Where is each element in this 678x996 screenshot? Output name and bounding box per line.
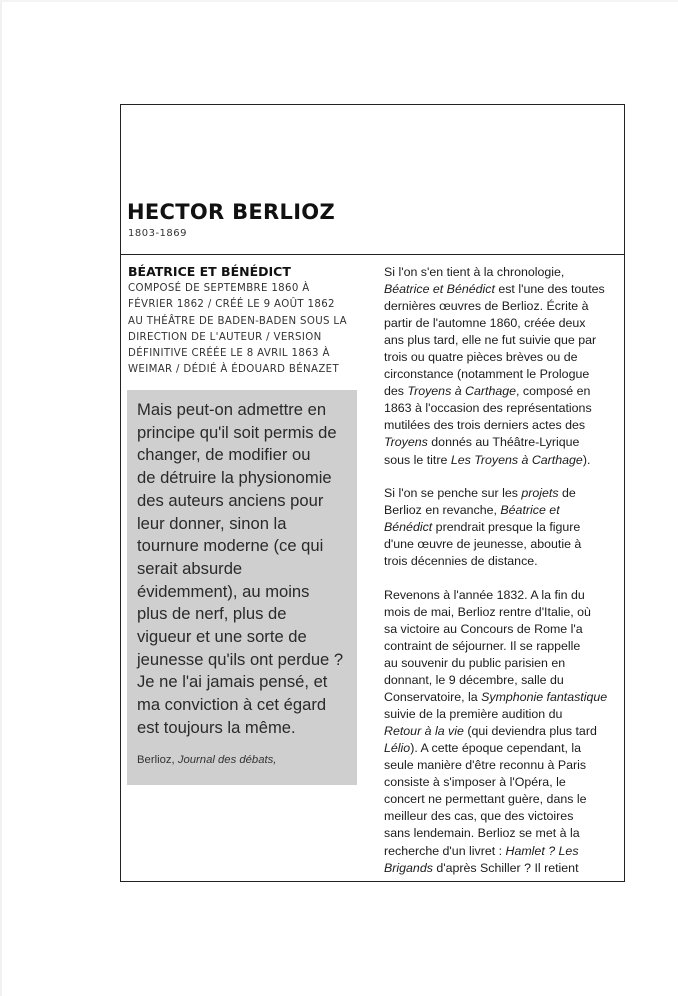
- quote-line: leur donner, sinon la: [137, 513, 287, 533]
- text-run: Les Troyens à Carthage: [450, 452, 583, 467]
- quote-line: des auteurs anciens pour: [137, 490, 324, 510]
- text-run: donnés au Théâtre-Lyrique: [427, 435, 580, 450]
- composer-dates: 1803-1869: [128, 228, 188, 239]
- text-run: concert ne permettant guère, dans le: [384, 792, 587, 807]
- article-body: [384, 264, 622, 894]
- text-run: Retour à la vie: [384, 724, 464, 739]
- title-divider: [120, 254, 625, 255]
- text-run: ). A cette époque cependant, la: [410, 741, 582, 756]
- text-run: mois de mai, Berlioz rentre d'Italie, où: [384, 604, 591, 619]
- text-run: mutilées des trois derniers actes des: [384, 418, 586, 433]
- text-run: , composé en: [516, 384, 591, 399]
- article-paragraph: [384, 264, 622, 469]
- text-run: des: [384, 384, 408, 399]
- quote-line: plus de nerf, plus de: [137, 604, 287, 624]
- text-run: de: [558, 485, 576, 500]
- quote-line: serait absurde: [137, 558, 243, 578]
- text-run: Revenons à l'année 1832. A la fin du: [384, 587, 585, 602]
- text-run: Conservatoire, la: [384, 690, 482, 705]
- text-run: sous le titre: [384, 452, 451, 467]
- composer-name: HECTOR BERLIOZ: [127, 200, 335, 224]
- quote-line: Mais peut-on admettre en: [137, 400, 327, 419]
- text-run: sa victoire au Concours de Rome l'a: [384, 621, 583, 636]
- text-run: Troyens à Carthage: [407, 384, 517, 399]
- text-run: Si l'on se penche sur les: [384, 485, 522, 500]
- work-details: [128, 281, 368, 379]
- quote-line: est toujours la même.: [137, 717, 296, 737]
- quote-line: évidemment), au moins: [137, 581, 310, 601]
- text-run: ).: [582, 452, 591, 467]
- text-run: seule manière d'être reconnu à Paris: [384, 758, 587, 773]
- text-run: trois ou quatre pièces brèves ou de: [384, 350, 578, 365]
- pull-quote-box: [127, 390, 357, 785]
- text-run: meilleur des cas, que des victoires: [384, 809, 574, 824]
- text-run: prendrait presque la figure: [432, 519, 581, 534]
- pull-quote-source: [137, 754, 351, 766]
- text-run: Brigands: [384, 860, 433, 875]
- text-run: Bénédict: [384, 519, 433, 534]
- text-run: Symphonie fantastique: [481, 690, 608, 705]
- text-run: donnant, le 9 décembre, salle du: [384, 673, 564, 688]
- text-run: Berlioz en revanche,: [384, 502, 501, 517]
- quote-line: jeunesse qu'ils ont perdue ?: [137, 649, 344, 669]
- text-run: sans lendemain. Berlioz se met à la: [384, 826, 580, 841]
- article-paragraph: [384, 587, 622, 877]
- text-run: trois décennies de distance.: [384, 553, 538, 568]
- text-run: Béatrice et Bénédict: [384, 282, 495, 297]
- work-title: BÉATRICE ET BÉNÉDICT: [128, 264, 291, 279]
- text-run: partir de l'automne 1860, créée deux: [384, 316, 586, 331]
- work-details-line: AU THÉÂTRE DE BADEN-BADEN SOUS LA: [128, 315, 348, 327]
- quote-source-work: Journal des débats,: [177, 753, 277, 766]
- text-run: Troyens: [384, 435, 428, 450]
- text-run: dernières œuvres de Berlioz. Écrite à: [384, 299, 589, 314]
- text-run: d'une œuvre de jeunesse, aboutie à: [384, 536, 582, 551]
- text-run: contraint de séjourner. Il se rappelle: [384, 638, 581, 653]
- text-run: d'après Schiller ? Il retient: [432, 860, 579, 875]
- text-run: est l'une des toutes: [494, 282, 605, 297]
- text-run: Si l'on s'en tient à la chronologie,: [384, 265, 565, 279]
- quote-source-author: Berlioz,: [137, 753, 178, 766]
- text-run: (qui deviendra plus tard: [463, 724, 597, 739]
- quote-line: changer, de modifier ou: [137, 445, 311, 465]
- article-paragraph: [384, 485, 622, 570]
- text-run: suivie de la première audition du: [384, 707, 563, 722]
- quote-line: principe qu'il soit permis de: [137, 422, 337, 442]
- work-details-line: FÉVRIER 1862 / CRÉÉ LE 9 AOÛT 1862: [128, 299, 335, 311]
- quote-line: vigueur et une sorte de: [137, 627, 307, 647]
- quote-line: de détruire la physionomie: [137, 468, 332, 488]
- work-details-line: COMPOSÉ DE SEPTEMBRE 1860 À: [128, 283, 310, 294]
- pull-quote-text: [137, 399, 351, 740]
- text-run: 1863 à l'occasion des représentations: [384, 401, 592, 416]
- work-details-line: DÉFINITIVE CRÉÉE LE 8 AVRIL 1863 À: [128, 348, 330, 360]
- text-run: ans plus tard, elle ne fut suivie que par: [384, 333, 597, 348]
- text-run: Lélio: [384, 741, 411, 756]
- text-run: Béatrice et: [500, 502, 560, 517]
- text-run: au souvenir du public parisien en: [384, 655, 566, 670]
- text-run: projets: [521, 485, 559, 500]
- quote-line: ma conviction à cet égard: [137, 695, 327, 715]
- quote-line: Je ne l'ai jamais pensé, et: [137, 672, 328, 692]
- text-run: Hamlet ? Les: [505, 843, 579, 858]
- text-run: consiste à s'imposer à l'Opéra, le: [384, 775, 566, 790]
- text-run: circonstance (notamment le Prologue: [384, 367, 590, 382]
- text-run: recherche d'un livret :: [384, 843, 506, 858]
- work-details-line: WEIMAR / DÉDIÉ À ÉDOUARD BÉNAZET: [128, 364, 340, 376]
- work-details-line: DIRECTION DE L'AUTEUR / VERSION: [128, 331, 322, 343]
- quote-line: tournure moderne (ce qui: [137, 536, 324, 556]
